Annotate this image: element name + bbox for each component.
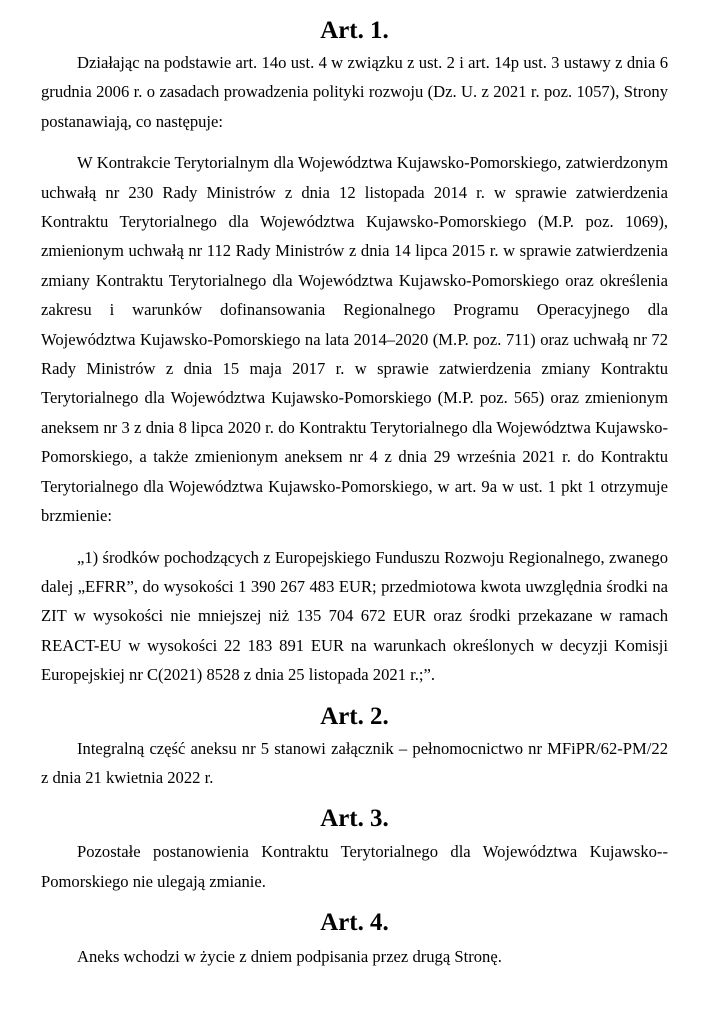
article-2-paragraph-1: Integralną część aneksu nr 5 stanowi załącznik – pełnomocnictwo nr MFiPR/62-PM/22 z dnia 21 kwietnia 2022 r. bbox=[41, 738, 668, 787]
article-1-paragraph-1: Działając na podstawie art. 14o ust. 4 w związku z ust. 2 i art. 14p ust. 3 ustawy z dnia 6 grudnia 2006 r. o zasadach prowadzenia polityki rozwoju (Dz. U. z 2021 r. poz. 1057), Strony postanawiają, co następuje: bbox=[41, 53, 668, 131]
document-body bbox=[41, 10, 668, 972]
article-2-heading: Art. 2. bbox=[320, 702, 389, 730]
article-3-heading: Art. 3. bbox=[320, 805, 389, 833]
article-3-paragraph-1: Pozostałe postanowienia Kontraktu Terytorialnego dla Województwa Kujawsko-​-Pomorskiego nie ulegają zmianie. bbox=[41, 842, 668, 891]
article-1-heading: Art. 1. bbox=[320, 17, 389, 44]
article-1-paragraph-2: W Kontrakcie Terytorialnym dla Województwa Kujawsko-Pomorskiego, zatwierdzonym uchwałą nr 230 Rady Ministrów z dnia 12 listopada 2014 r. w sprawie zatwierdzenia Kontraktu Terytorialnego dla Województwa Kujawsko-Pomorskiego (M.P. poz. 1069), zmienionym uchwałą nr 112 Rady Ministrów z dnia 14 lipca 2015 r. w sprawie zatwierdzenia zmiany Kontraktu Terytorialnego dla Województwa Kujawsko-Pomorskiego oraz określenia zakresu i warunków dofinansowania Regionalnego Programu Operacyjnego dla Województwa Kujawsko-Pomorskiego na lata 2014–2020 (M.P. poz. 711) oraz uchwałą nr 72 Rady Ministrów z dnia 15 maja 2017 r. w sprawie zatwierdzenia zmiany Kontraktu Terytorialnego dla Województwa Kujawsko-Pomorskiego (M.P. poz. 565) oraz zmienionym aneksem nr 3 z dnia 8 lipca 2020 r. do Kontraktu Terytorialnego dla Województwa Kujawsko-Pomorskiego, a także zmienionym aneksem nr 4 z dnia 29 września 2021 r. do Kontraktu Terytorialnego dla Województwa Kujawsko-Pomorskiego, w art. 9a w ust. 1 pkt 1 otrzymuje brzmienie: bbox=[41, 153, 668, 526]
article-4-heading: Art. 4. bbox=[320, 909, 389, 937]
article-1-paragraph-3: „1) środków pochodzących z Europejskiego Funduszu Rozwoju Regionalnego, zwanego dalej „EFRR”, do wysokości 1 390 267 483 EUR; przedmiotowa kwota uwzględnia środki na ZIT w wysokości nie mniejszej niż 135 704 672 EUR oraz środki przekazane w ramach REACT-EU w wysokości 22 183 891 EUR na warunkach określonych w decyzji Komisji Europejskiej nr C(2021) 8528 z dnia 25 listopada 2021 r.;”. bbox=[41, 547, 668, 685]
article-4-paragraph-1: Aneks wchodzi w życie z dniem podpisania przez drugą Stronę. bbox=[77, 947, 502, 967]
